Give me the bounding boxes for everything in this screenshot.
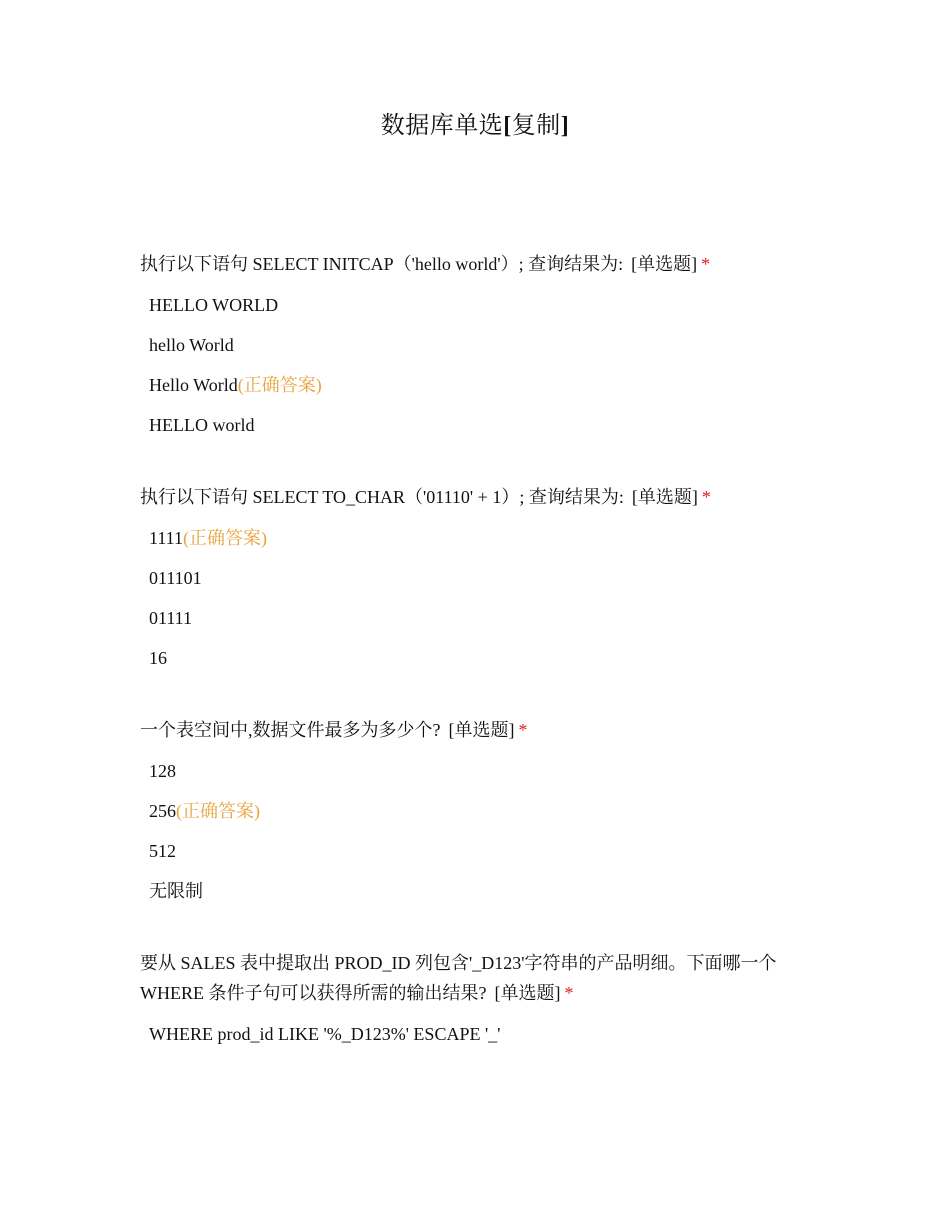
option-text: 01111 <box>149 608 192 628</box>
title-bracket-open: [ <box>503 113 512 139</box>
required-marker: * <box>701 487 711 507</box>
correct-answer-mark: (正确答案) <box>176 801 260 821</box>
option-item <box>140 558 820 598</box>
option-item <box>140 285 820 325</box>
question-type-tag: [单选题] <box>448 720 515 740</box>
question-label: 执行以下语句 SELECT INITCAP（'hello world'）; 查询结果为: <box>140 254 624 274</box>
option-text: HELLO WORLD <box>149 295 279 315</box>
option-item <box>140 365 820 405</box>
option-item <box>140 598 820 638</box>
question-2 <box>140 482 820 678</box>
question-3 <box>140 715 820 911</box>
option-text: Hello World <box>149 375 238 395</box>
question-1 <box>140 249 820 445</box>
required-marker: * <box>518 720 528 740</box>
option-text: hello World <box>149 335 234 355</box>
option-item <box>140 751 820 791</box>
question-text <box>140 249 820 279</box>
option-text: 16 <box>149 648 167 668</box>
correct-answer-mark: (正确答案) <box>183 528 267 548</box>
option-item <box>140 871 820 911</box>
question-list <box>140 249 820 1091</box>
option-item <box>140 518 820 558</box>
title-bracket-close: ] <box>560 113 570 139</box>
question-text <box>140 715 820 745</box>
question-text <box>140 482 820 512</box>
question-label: 执行以下语句 SELECT TO_CHAR（'01110' + 1）; 查询结果为: <box>140 487 624 507</box>
question-type-tag: [单选题] <box>631 487 698 507</box>
question-label: 要从 SALES 表中提取出 PROD_ID 列包含'_D123'字符串的产品明细。下面哪一个 WHERE 条件子句可以获得所需的输出结果? <box>140 953 777 1003</box>
question-type-tag: [单选题] <box>631 254 698 274</box>
option-item <box>140 831 820 871</box>
option-item <box>140 1014 820 1054</box>
title-main: 数据库单选 <box>380 113 504 139</box>
option-text: 无限制 <box>149 881 203 901</box>
option-item <box>140 325 820 365</box>
correct-answer-mark: (正确答案) <box>237 375 322 395</box>
question-label: 一个表空间中,数据文件最多为多少个? <box>140 720 441 740</box>
option-item <box>140 638 820 678</box>
question-text <box>140 948 820 1008</box>
option-text: 256 <box>149 801 176 821</box>
option-text: 1111 <box>149 528 183 548</box>
question-4 <box>140 948 820 1054</box>
option-text: 128 <box>149 761 176 781</box>
option-item <box>140 791 820 831</box>
option-text: WHERE prod_id LIKE '%_D123%' ESCAPE '_' <box>149 1024 501 1044</box>
option-text: 512 <box>149 841 176 861</box>
required-marker: * <box>701 254 711 274</box>
page-title <box>0 110 950 142</box>
title-suffix: 复制 <box>511 113 561 139</box>
option-text: 011101 <box>149 568 202 588</box>
question-type-tag: [单选题] <box>494 983 561 1003</box>
option-text: HELLO world <box>149 415 255 435</box>
option-item <box>140 405 820 445</box>
required-marker: * <box>564 983 574 1003</box>
